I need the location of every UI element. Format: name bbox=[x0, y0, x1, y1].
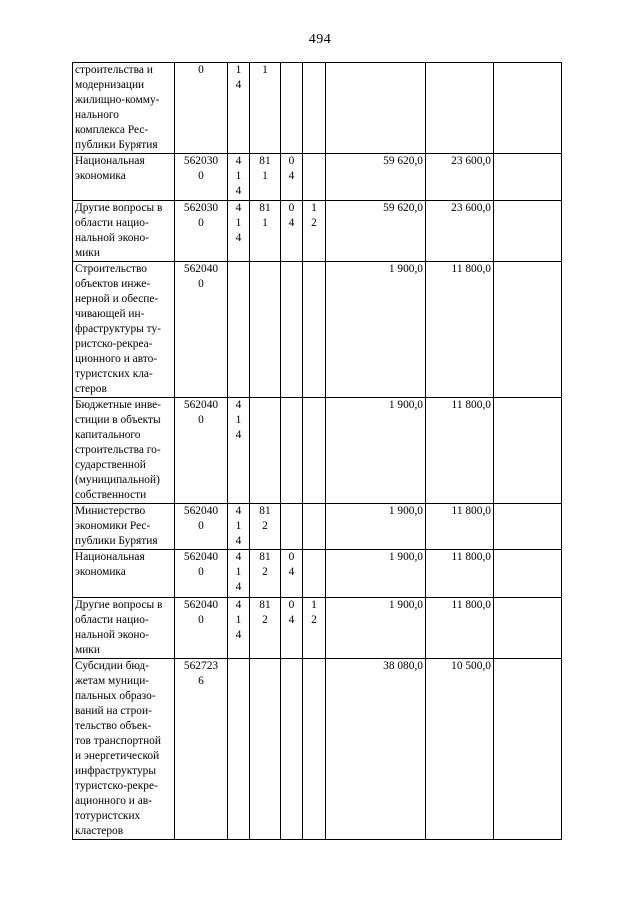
cell-line: 4 bbox=[235, 202, 242, 214]
cell-sum2 bbox=[426, 659, 494, 840]
cell-line: области нацио- bbox=[75, 614, 149, 626]
cell-line: 4 bbox=[235, 155, 242, 167]
cell-line: 1 bbox=[235, 217, 242, 229]
cell-grbs bbox=[250, 398, 281, 504]
cell-ved bbox=[228, 201, 250, 262]
cell-sum1 bbox=[326, 201, 426, 262]
cell-line: ваний на строи- bbox=[75, 705, 152, 717]
cell-line: жетам муници- bbox=[75, 675, 150, 687]
cell-pr bbox=[303, 63, 326, 154]
cell-sum1 bbox=[326, 550, 426, 598]
cell-line: 81 bbox=[259, 202, 271, 214]
cell-line: 81 bbox=[259, 551, 271, 563]
table-body bbox=[73, 63, 562, 840]
cell-line: области нацио- bbox=[75, 217, 149, 229]
cell-line: модернизации bbox=[75, 79, 145, 91]
cell-line: 4 bbox=[235, 429, 242, 441]
table-row bbox=[73, 504, 562, 550]
amount-value: 11 800,0 bbox=[451, 505, 491, 517]
amount-value: 1 900,0 bbox=[388, 551, 423, 563]
amount-value: 11 800,0 bbox=[451, 599, 491, 611]
cell-line: стеров bbox=[75, 383, 107, 395]
cell-sum2 bbox=[426, 201, 494, 262]
cell-line: экономика bbox=[75, 170, 126, 182]
cell-line: публики Бурятия bbox=[75, 535, 158, 547]
cell-line: 562040 bbox=[183, 505, 219, 517]
cell-line: объектов инже- bbox=[75, 278, 151, 290]
cell-line: 4 bbox=[235, 581, 242, 593]
cell-line: нального bbox=[75, 109, 120, 121]
cell-line: публики Бурятия bbox=[75, 139, 158, 151]
amount-value: 1 900,0 bbox=[388, 505, 423, 517]
cell-line: 0 bbox=[288, 155, 295, 167]
cell-line: 4 bbox=[235, 599, 242, 611]
cell-line: 81 bbox=[259, 505, 271, 517]
cell-line: 4 bbox=[288, 566, 295, 578]
table-row bbox=[73, 63, 562, 154]
cell-name bbox=[73, 659, 175, 840]
cell-grbs bbox=[250, 659, 281, 840]
cell-line: 4 bbox=[235, 629, 242, 641]
cell-line: (муниципальной) bbox=[75, 474, 160, 486]
cell-line: 562040 bbox=[183, 399, 219, 411]
cell-line: инфраструктуры bbox=[75, 765, 156, 777]
cell-sum2 bbox=[426, 550, 494, 598]
cell-sum2 bbox=[426, 504, 494, 550]
cell-line: 0 bbox=[198, 278, 204, 290]
cell-sum1 bbox=[326, 398, 426, 504]
amount-value: 1 900,0 bbox=[388, 263, 423, 275]
cell-line: 1 bbox=[235, 414, 242, 426]
cell-line: и энергетической bbox=[75, 750, 160, 762]
cell-line: строительства и bbox=[75, 64, 153, 76]
cell-line: 81 bbox=[259, 599, 271, 611]
cell-line: 4 bbox=[288, 217, 295, 229]
cell-sum1 bbox=[326, 63, 426, 154]
cell-line: жилищно-комму- bbox=[75, 94, 160, 106]
cell-line: 562040 bbox=[183, 551, 219, 563]
cell-line: 0 bbox=[198, 414, 204, 426]
cell-line: 0 bbox=[198, 566, 204, 578]
cell-line: 562723 bbox=[183, 660, 219, 672]
cell-line: 4 bbox=[235, 399, 242, 411]
cell-rz bbox=[281, 262, 303, 398]
cell-line: тотуристских bbox=[75, 810, 141, 822]
cell-name bbox=[73, 398, 175, 504]
cell-pr bbox=[303, 550, 326, 598]
amount-value: 11 800,0 bbox=[451, 551, 491, 563]
cell-grbs bbox=[250, 598, 281, 659]
cell-line: строительства го- bbox=[75, 444, 161, 456]
table-row bbox=[73, 598, 562, 659]
cell-line: Другие вопросы в bbox=[75, 202, 163, 214]
cell-sum3 bbox=[494, 550, 562, 598]
cell-pr bbox=[303, 201, 326, 262]
cell-ved bbox=[228, 504, 250, 550]
cell-ved bbox=[228, 550, 250, 598]
cell-pr bbox=[303, 262, 326, 398]
cell-line: Другие вопросы в bbox=[75, 599, 163, 611]
cell-sum1 bbox=[326, 154, 426, 201]
cell-line: 562040 bbox=[183, 263, 219, 275]
cell-line: 4 bbox=[235, 185, 242, 197]
cell-line: тельство объек- bbox=[75, 720, 152, 732]
cell-line: 1 bbox=[235, 170, 242, 182]
cell-sum2 bbox=[426, 598, 494, 659]
cell-sum3 bbox=[494, 598, 562, 659]
cell-line: 1 bbox=[311, 202, 317, 214]
cell-line: ристско-рекреа- bbox=[75, 338, 153, 350]
amount-value: 11 800,0 bbox=[451, 263, 491, 275]
cell-csr bbox=[175, 154, 228, 201]
cell-line: ционного и авто- bbox=[75, 353, 158, 365]
cell-ved bbox=[228, 63, 250, 154]
cell-sum3 bbox=[494, 659, 562, 840]
cell-pr bbox=[303, 398, 326, 504]
cell-line: 1 bbox=[235, 64, 242, 76]
cell-line: 0 bbox=[198, 520, 204, 532]
cell-rz bbox=[281, 398, 303, 504]
cell-line: экономики Рес- bbox=[75, 520, 151, 532]
cell-line: 1 bbox=[262, 217, 268, 229]
cell-sum3 bbox=[494, 154, 562, 201]
cell-line: Национальная bbox=[75, 551, 145, 563]
cell-line: 562040 bbox=[183, 599, 219, 611]
cell-line: 4 bbox=[235, 551, 242, 563]
cell-csr bbox=[175, 262, 228, 398]
page-number: 494 bbox=[308, 32, 332, 47]
cell-sum2 bbox=[426, 154, 494, 201]
amount-value: 11 800,0 bbox=[451, 399, 491, 411]
cell-grbs bbox=[250, 504, 281, 550]
cell-name bbox=[73, 504, 175, 550]
cell-line: 1 bbox=[235, 520, 242, 532]
cell-line: сударственной bbox=[75, 459, 146, 471]
cell-ved bbox=[228, 398, 250, 504]
amount-value: 38 080,0 bbox=[383, 660, 423, 672]
cell-line: 0 bbox=[288, 551, 295, 563]
cell-line: 1 bbox=[235, 614, 242, 626]
cell-line: 1 bbox=[235, 566, 242, 578]
cell-line: тов транспортной bbox=[75, 735, 161, 747]
cell-name bbox=[73, 154, 175, 201]
cell-line: кластеров bbox=[75, 825, 124, 837]
cell-line: 2 bbox=[262, 566, 268, 578]
cell-grbs bbox=[250, 262, 281, 398]
cell-rz bbox=[281, 504, 303, 550]
table-row bbox=[73, 550, 562, 598]
cell-line: Бюджетные инве- bbox=[75, 399, 162, 411]
cell-name bbox=[73, 262, 175, 398]
cell-grbs bbox=[250, 550, 281, 598]
cell-line: 0 bbox=[198, 64, 204, 76]
cell-name bbox=[73, 201, 175, 262]
cell-sum3 bbox=[494, 398, 562, 504]
cell-grbs bbox=[250, 201, 281, 262]
cell-line: капитального bbox=[75, 429, 141, 441]
budget-table bbox=[72, 62, 562, 840]
cell-line: 4 bbox=[288, 170, 295, 182]
table-row bbox=[73, 154, 562, 201]
cell-pr bbox=[303, 154, 326, 201]
cell-line: 4 bbox=[235, 505, 242, 517]
cell-line: комплекса Рес- bbox=[75, 124, 149, 136]
cell-rz bbox=[281, 598, 303, 659]
cell-name bbox=[73, 63, 175, 154]
cell-sum3 bbox=[494, 262, 562, 398]
table-row bbox=[73, 262, 562, 398]
cell-line: 1 bbox=[262, 170, 268, 182]
amount-value: 1 900,0 bbox=[388, 399, 423, 411]
cell-csr bbox=[175, 659, 228, 840]
cell-csr bbox=[175, 63, 228, 154]
cell-line: экономика bbox=[75, 566, 126, 578]
cell-line: фраструктуры ту- bbox=[75, 323, 161, 335]
cell-rz bbox=[281, 550, 303, 598]
amount-value: 23 600,0 bbox=[451, 155, 491, 167]
cell-line: туристско-рекре- bbox=[75, 780, 158, 792]
cell-line: 1 bbox=[311, 599, 317, 611]
cell-sum3 bbox=[494, 201, 562, 262]
cell-line: Национальная bbox=[75, 155, 145, 167]
cell-line: 1 bbox=[262, 64, 268, 76]
cell-sum2 bbox=[426, 262, 494, 398]
cell-ved bbox=[228, 598, 250, 659]
cell-sum2 bbox=[426, 63, 494, 154]
table-row bbox=[73, 398, 562, 504]
cell-rz bbox=[281, 63, 303, 154]
cell-grbs bbox=[250, 63, 281, 154]
cell-grbs bbox=[250, 154, 281, 201]
cell-line: мики bbox=[75, 247, 100, 259]
amount-value: 59 620,0 bbox=[383, 202, 423, 214]
cell-line: 0 bbox=[198, 217, 204, 229]
cell-sum3 bbox=[494, 504, 562, 550]
cell-line: Строительство bbox=[75, 263, 147, 275]
cell-line: 0 bbox=[288, 202, 295, 214]
cell-ved bbox=[228, 659, 250, 840]
cell-line: 4 bbox=[235, 535, 242, 547]
cell-line: Министерство bbox=[75, 505, 146, 517]
cell-line: Субсидии бюд- bbox=[75, 660, 149, 672]
cell-ved bbox=[228, 154, 250, 201]
cell-line: 6 bbox=[198, 675, 204, 687]
cell-line: 0 bbox=[198, 614, 204, 626]
cell-line: 562030 bbox=[183, 155, 219, 167]
cell-line: пальных образо- bbox=[75, 690, 156, 702]
cell-sum1 bbox=[326, 598, 426, 659]
cell-name bbox=[73, 550, 175, 598]
cell-line: чивающей ин- bbox=[75, 308, 145, 320]
cell-sum1 bbox=[326, 504, 426, 550]
table-row bbox=[73, 659, 562, 840]
amount-value: 1 900,0 bbox=[388, 599, 423, 611]
cell-pr bbox=[303, 659, 326, 840]
cell-line: 81 bbox=[259, 155, 271, 167]
cell-line: 4 bbox=[235, 79, 242, 91]
cell-pr bbox=[303, 598, 326, 659]
amount-value: 23 600,0 bbox=[451, 202, 491, 214]
cell-csr bbox=[175, 504, 228, 550]
cell-name bbox=[73, 598, 175, 659]
amount-value: 10 500,0 bbox=[451, 660, 491, 672]
cell-line: 562030 bbox=[183, 202, 219, 214]
cell-line: 2 bbox=[262, 520, 268, 532]
cell-sum1 bbox=[326, 659, 426, 840]
cell-line: 2 bbox=[311, 614, 317, 626]
amount-value: 59 620,0 bbox=[383, 155, 423, 167]
table-row bbox=[73, 201, 562, 262]
cell-line: нальной эконо- bbox=[75, 232, 149, 244]
cell-sum2 bbox=[426, 398, 494, 504]
cell-csr bbox=[175, 550, 228, 598]
cell-rz bbox=[281, 659, 303, 840]
cell-line: 2 bbox=[262, 614, 268, 626]
cell-csr bbox=[175, 201, 228, 262]
cell-line: 4 bbox=[288, 614, 295, 626]
cell-sum1 bbox=[326, 262, 426, 398]
cell-line: нерной и обеспе- bbox=[75, 293, 159, 305]
cell-rz bbox=[281, 154, 303, 201]
cell-line: ационного и ав- bbox=[75, 795, 152, 807]
cell-line: 0 bbox=[198, 170, 204, 182]
cell-csr bbox=[175, 398, 228, 504]
cell-line: стиции в объекты bbox=[75, 414, 161, 426]
cell-pr bbox=[303, 504, 326, 550]
cell-ved bbox=[228, 262, 250, 398]
cell-line: мики bbox=[75, 644, 100, 656]
cell-line: собственности bbox=[75, 489, 147, 501]
cell-line: 4 bbox=[235, 232, 242, 244]
cell-line: 2 bbox=[311, 217, 317, 229]
cell-line: 0 bbox=[288, 599, 295, 611]
cell-sum3 bbox=[494, 63, 562, 154]
cell-line: туристских кла- bbox=[75, 368, 153, 380]
cell-rz bbox=[281, 201, 303, 262]
cell-csr bbox=[175, 598, 228, 659]
cell-line: нальной эконо- bbox=[75, 629, 149, 641]
